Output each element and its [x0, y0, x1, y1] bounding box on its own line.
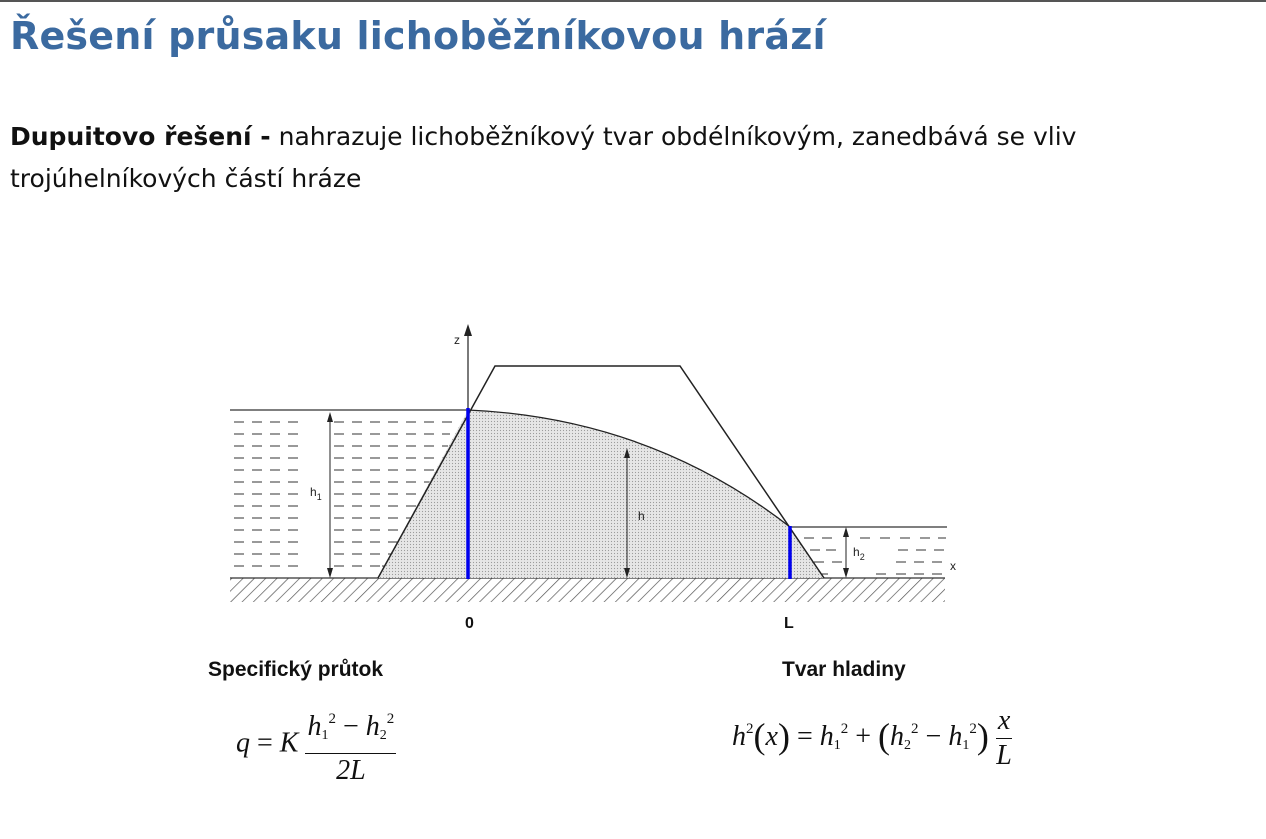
h2-dimension [843, 527, 849, 578]
intro-text: nahrazuje lichoběžníkový tvar obdélníkovým, zanedbává se vliv trojúhelníkových částí hráze [10, 122, 1077, 193]
intro-bold: Dupuitovo řešení - [10, 122, 271, 151]
seepage-region [378, 410, 824, 578]
specific-flow-formula: q = K $\frac{h_1^2 - h_2^2}{2L}$ [236, 702, 396, 788]
h-label: h [638, 509, 645, 523]
dam-seepage-diagram [220, 318, 980, 632]
surface-shape-formula: $h^2(x) = h_1^2 + (h_2^2 - h_1^2)$ $\frac{x}{L}$ [732, 705, 1012, 771]
right-caption: Tvar hladiny [782, 658, 906, 681]
top-rule [0, 0, 1266, 2]
x-axis-label: x [950, 559, 956, 573]
h2-label: $h_2$ [853, 545, 865, 562]
z-axis-label: z [454, 333, 460, 347]
length-label: L [784, 615, 794, 632]
h1-dimension [327, 412, 333, 578]
z-axis-arrow [464, 324, 472, 336]
ground-hatch [230, 578, 945, 602]
intro-paragraph [10, 116, 1250, 200]
h1-label: $h_1$ [310, 485, 322, 502]
left-caption: Specifický průtok [208, 658, 384, 681]
origin-label: 0 [465, 615, 474, 632]
page-title: Řešení průsaku lichoběžníkovou hrází [10, 14, 826, 58]
